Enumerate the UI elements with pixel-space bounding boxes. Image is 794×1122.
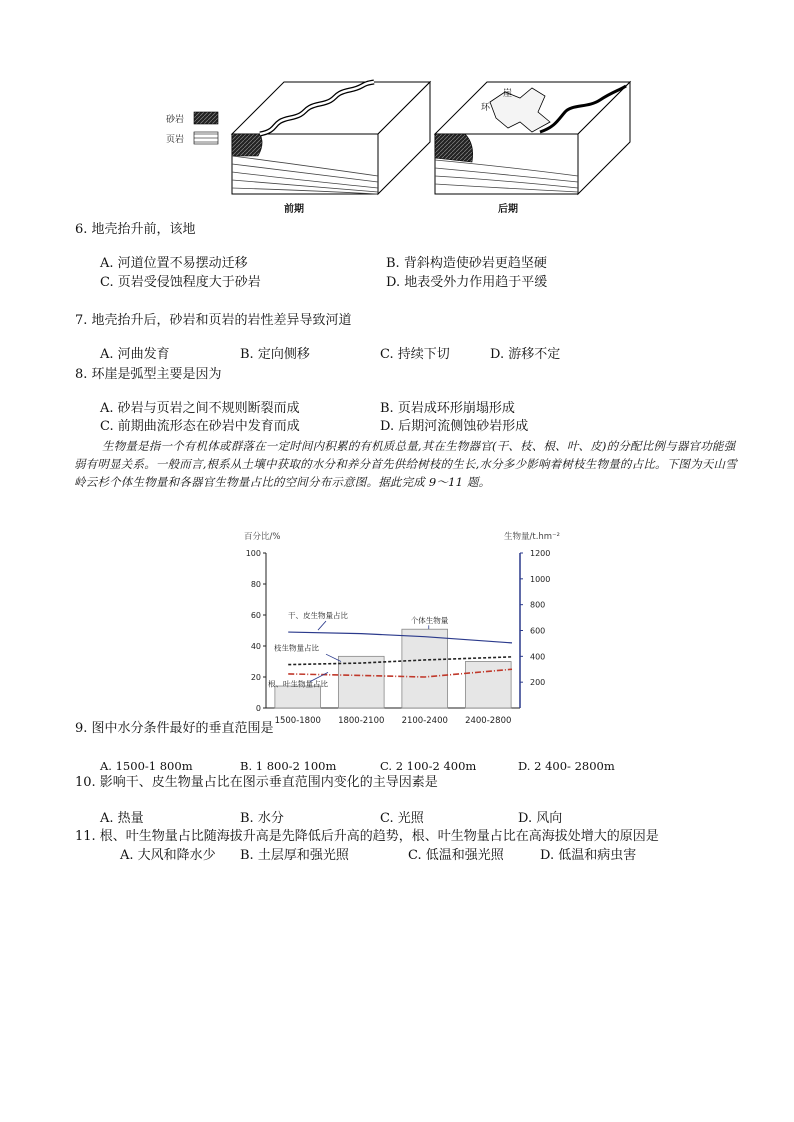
annotation-arrow-trunk [318,621,326,630]
question-11-stem: 11. 根、叶生物量占比随海拔升高是先降低后升高的趋势，根、叶生物量占比在高海拔处增大的原因是 [75,829,659,844]
x-tick-label: 2400-2800 [465,716,512,726]
series-label-trunk-bark: 干、皮生物量占比 [288,611,348,621]
q6-option-c[interactable]: C. 页岩受侵蚀程度大于砂岩 [100,275,261,290]
legend-sandstone-swatch [194,112,218,124]
series-label-branch: 枝生物量占比 [274,643,319,653]
figure-block-diagrams [160,72,640,220]
question-9-stem: 9. 图中水分条件最好的垂直范围是 [75,721,274,736]
block-early [232,82,430,194]
series-label-individual-biomass: 个体生物量 [410,615,449,625]
q11-option-d[interactable]: D. 低温和病虫害 [540,848,637,863]
q7-option-c[interactable]: C. 持续下切 [380,347,450,362]
q6-option-b[interactable]: B. 背斜构造使砂岩更趋坚硬 [386,256,547,271]
q10-option-c[interactable]: C. 光照 [380,811,424,826]
q8-option-d[interactable]: D. 后期河流侧蚀砂岩形成 [380,419,529,434]
caption-early: 前期 [284,204,304,215]
left-tick-label: 40 [250,642,261,651]
q11-option-a[interactable]: A. 大风和降水少 [120,848,216,863]
biomass-chart [230,528,590,728]
q8-option-b[interactable]: B. 页岩成环形崩塌形成 [380,401,515,416]
q10-option-d[interactable]: D. 风向 [518,811,563,826]
right-tick-label: 800 [530,600,546,610]
passage-text: 生物量是指一个有机体或群落在一定时间内积累的有机质总量,其在生物器官(干、枝、根、叶、皮)的分配比例与器官功能强弱有明显关系。一般而言,根系从土壤中获取的水分和养分首先供给树枝的生长,水分多少影响着树枝生物量的占比。下图为天山雪岭云杉个体生物量和各器官生物量占比的空间分布示意图。据此完成 9～11 题。 [74,439,737,489]
left-tick-label: 20 [250,673,261,682]
q7-option-a[interactable]: A. 河曲发育 [100,347,170,362]
q8-option-a[interactable]: A. 砂岩与页岩之间不规则断裂而成 [100,401,300,416]
q6-option-a[interactable]: A. 河道位置不易摆动迁移 [100,256,248,271]
legend-sandstone-label: 砂岩 [166,115,185,125]
q8-option-c[interactable]: C. 前期曲流形态在砂岩中发育而成 [100,419,300,434]
block-late [435,82,630,194]
bar-individual-biomass [465,662,511,709]
question-10-stem: 10. 影响干、皮生物量占比在图示垂直范围内变化的主导因素是 [75,775,438,790]
caption-late: 后期 [498,204,518,215]
right-tick-label: 600 [530,626,546,636]
q7-option-b[interactable]: B. 定向侧移 [240,347,310,362]
bar-individual-biomass [275,686,321,708]
right-tick-label: 200 [530,678,546,688]
right-axis-label: 生物量/t.hm⁻² [504,532,560,542]
q9-option-c[interactable]: C. 2 100-2 400m [380,759,477,773]
q11-option-c[interactable]: C. 低温和强光照 [408,848,504,863]
question-6-stem: 6. 地壳抬升前，该地 [75,222,196,237]
right-tick-label: 1200 [530,549,551,558]
q9-option-b[interactable]: B. 1 800-2 100m [240,759,337,773]
question-7-stem: 7. 地壳抬升后，砂岩和页岩的岩性差异导致河道 [75,313,352,328]
x-tick-label: 2100-2400 [401,716,448,726]
label-huan: 环 [481,103,491,113]
biomass-chart-svg [230,528,590,728]
q11-option-b[interactable]: B. 土层厚和强光照 [240,848,349,863]
x-tick-label: 1500-1800 [274,716,321,726]
legend-shale-swatch [194,132,218,144]
left-tick-label: 60 [250,611,261,620]
block-diagram-svg [160,72,640,220]
left-tick-label: 0 [255,704,261,713]
legend-shale-label: 页岩 [166,135,185,145]
q6-option-d[interactable]: D. 地表受外力作用趋于平缓 [386,275,548,290]
q9-option-a[interactable]: A. 1500-1 800m [100,759,193,773]
left-axis-label: 百分比/% [244,532,281,542]
left-tick-label: 80 [250,580,261,589]
bar-individual-biomass [402,629,448,708]
x-tick-label: 1800-2100 [338,716,385,726]
q9-option-d[interactable]: D. 2 400- 2800m [518,759,615,773]
right-tick-label: 1000 [530,574,551,584]
series-label-root-leaf: 根、叶生物量占比 [268,679,328,689]
series-line-trunk-bark [288,632,512,643]
left-tick-label: 100 [245,549,261,558]
right-tick-label: 400 [530,652,546,662]
q10-option-a[interactable]: A. 热量 [100,811,144,826]
q10-option-b[interactable]: B. 水分 [240,811,284,826]
label-ya: 崖 [503,89,513,99]
question-8-stem: 8. 环崖是弧型主要是因为 [75,367,222,382]
q7-option-d[interactable]: D. 游移不定 [490,347,561,362]
